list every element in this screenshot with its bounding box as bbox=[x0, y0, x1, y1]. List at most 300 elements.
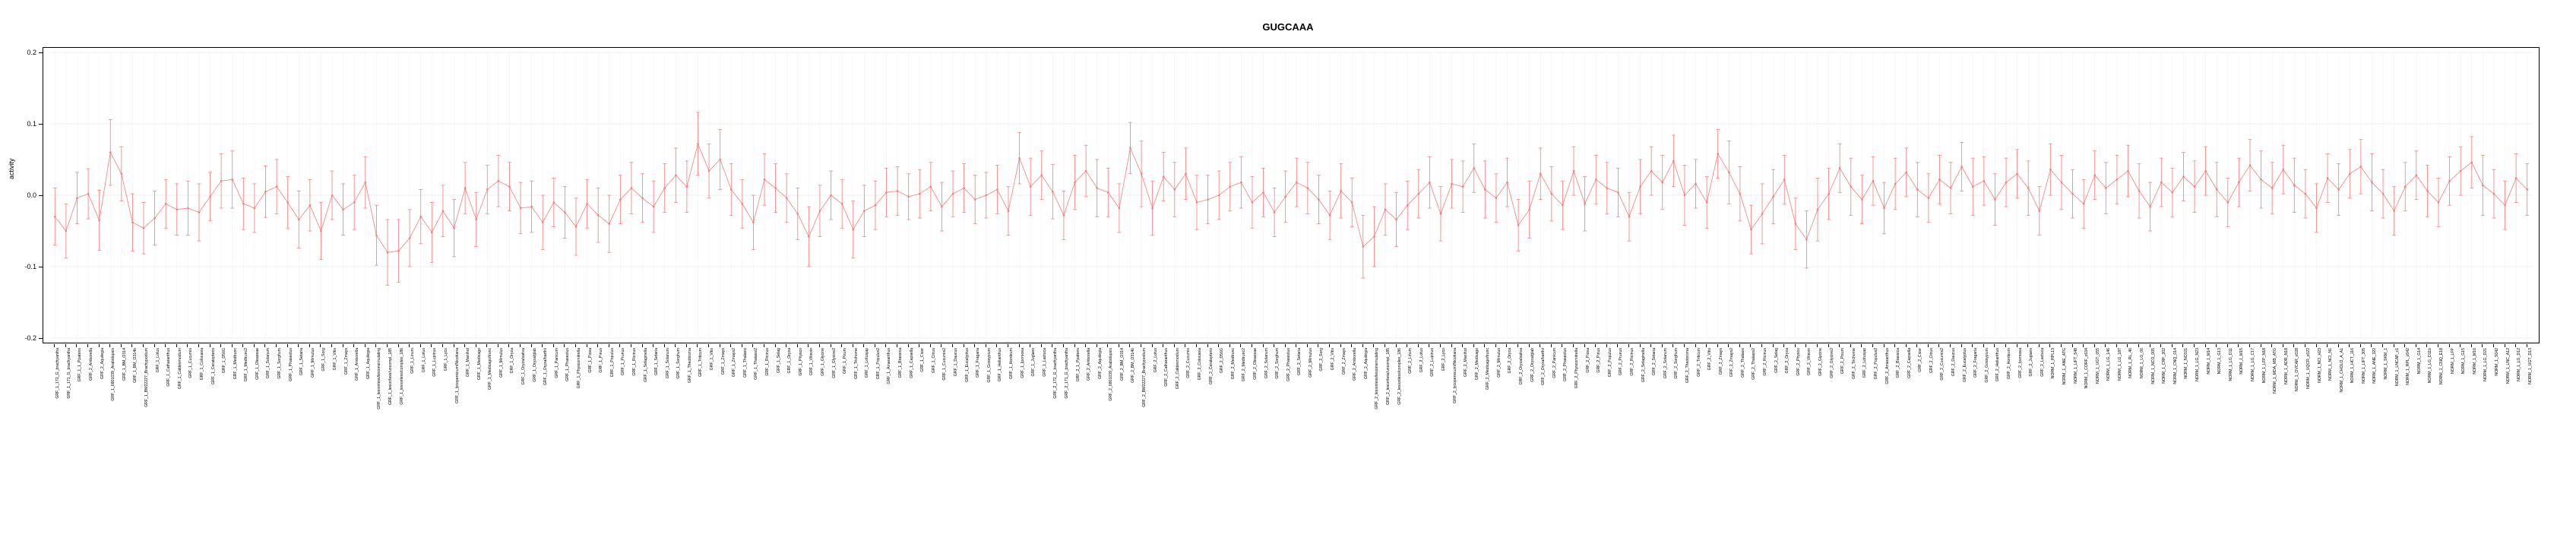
y-tick-label: -0.2 bbox=[24, 334, 36, 342]
x-tick-mark bbox=[1972, 344, 1973, 347]
x-tick-label: GRF_2_6801039_Arabidopsis bbox=[1109, 348, 1114, 401]
x-tick-mark bbox=[1640, 344, 1641, 347]
x-tick-label: GRF_1_Gossypium bbox=[986, 348, 992, 383]
x-tick-label: GRF_2_Pisum bbox=[1840, 348, 1846, 375]
x-tick-label: GRF_2_Ceratopteris bbox=[1208, 348, 1214, 384]
x-tick-label: GRF_2_Lotus bbox=[1419, 348, 1424, 373]
x-tick-mark bbox=[264, 344, 265, 347]
x-tick-mark bbox=[2116, 344, 2117, 347]
x-tick-label: NORM_1_ADR_N18 bbox=[2283, 348, 2289, 384]
x-tick-label: GRF_1_Oryza bbox=[510, 348, 515, 374]
x-tick-label: GRF_2_Hordeum bbox=[2007, 348, 2011, 379]
x-tick-mark bbox=[1041, 344, 1042, 347]
x-tick-mark bbox=[2404, 344, 2405, 347]
y-axis-label: activity bbox=[8, 158, 15, 179]
x-tick-mark bbox=[398, 344, 399, 347]
x-tick-label: GRF_1_Picea bbox=[587, 348, 593, 373]
x-tick-label: NORM_1_LG_D11 bbox=[2228, 348, 2233, 381]
x-tick-label: GRF_2_lesionless/uncompl_185 bbox=[1386, 348, 1391, 405]
x-tick-label: GRF_1_Vitisvin bbox=[809, 348, 815, 375]
x-tick-mark bbox=[1351, 344, 1352, 347]
x-tick-mark bbox=[1839, 344, 1840, 347]
plot-area bbox=[43, 47, 2540, 343]
x-tick-mark bbox=[952, 344, 953, 347]
x-tick-label: GRF_1_Capsella bbox=[909, 348, 914, 378]
x-tick-label: GRF_2_Vitis bbox=[1707, 348, 1713, 371]
x-tick-label: GRF_1_Setaria bbox=[299, 348, 305, 376]
x-tick-label: GRF_1_Sorghum bbox=[277, 348, 283, 379]
x-tick-label: GRF_2_Ricinus bbox=[1763, 348, 1768, 376]
x-tick-label: GRF_1_Vitis bbox=[333, 348, 338, 371]
x-tick-label: GRF_1_Fragaria bbox=[976, 348, 981, 378]
x-tick-mark bbox=[2271, 344, 2272, 347]
x-tick-label: GRF_1_Ceratopteris bbox=[210, 348, 216, 384]
x-tick-label: GRF_1_1_Ppatens bbox=[78, 348, 83, 382]
x-tick-label: NORM_1_M14 bbox=[2206, 348, 2211, 375]
x-tick-mark bbox=[486, 344, 487, 347]
x-tick-label: GRF_1_lesionless/complex_186 bbox=[399, 348, 404, 405]
x-tick-mark bbox=[176, 344, 177, 347]
x-tick-label: GRF_1_Glycine bbox=[820, 348, 825, 376]
x-tick-mark bbox=[1994, 344, 1995, 347]
x-tick-label: GRF_2_Catharanthus bbox=[1164, 348, 1169, 387]
x-tick-label: GRF_1_Colocasia bbox=[199, 348, 204, 381]
x-tick-label: GRF_2_lesionless/complex_186 bbox=[1397, 348, 1402, 405]
x-tick-label: GRF_2_Lotusjap bbox=[1862, 348, 1868, 378]
x-tick-mark bbox=[1218, 344, 1219, 347]
x-tick-mark bbox=[1606, 344, 1607, 347]
x-tick-label: GRF_1_172_G_brachyantha bbox=[55, 348, 61, 399]
x-tick-label: GRF_2_Physco bbox=[1796, 348, 1801, 376]
x-tick-label: GRF_1_Oryza/glab bbox=[532, 348, 537, 382]
x-tick-label: GRF_2_Medicago bbox=[1474, 348, 1479, 381]
x-tick-mark bbox=[1506, 344, 1507, 347]
x-tick-label: GRF_1_Solanum bbox=[266, 348, 271, 379]
x-tick-label: NORM_1_LG_146 bbox=[2106, 348, 2112, 381]
y-tick-label: 0.1 bbox=[27, 120, 36, 128]
x-tick-label: GRF_2_BM22227_Brachypodium bbox=[1142, 348, 1147, 407]
x-tick-label: GRF_1_Amborella bbox=[355, 348, 360, 381]
x-tick-mark bbox=[597, 344, 598, 347]
x-tick-mark bbox=[1495, 344, 1496, 347]
x-tick-label: GRF_2_Panicum bbox=[1552, 348, 1557, 378]
x-tick-label: NORM_1_HCT_116 bbox=[2350, 348, 2356, 384]
x-tick-mark bbox=[1773, 344, 1774, 347]
x-tick-mark bbox=[54, 344, 55, 347]
x-tick-mark bbox=[2349, 344, 2350, 347]
x-tick-label: GRF_1_Catharanthus bbox=[166, 348, 172, 387]
x-tick-mark bbox=[1906, 344, 1907, 347]
x-tick-mark bbox=[1373, 344, 1374, 347]
x-tick-label: GRF_2_Pinus bbox=[1597, 348, 1602, 373]
x-tick-label: GRF_2_BM_O314 bbox=[1119, 348, 1125, 381]
x-tick-mark bbox=[1761, 344, 1762, 347]
x-tick-mark bbox=[2493, 344, 2494, 347]
x-tick-mark bbox=[431, 344, 432, 347]
x-tick-mark bbox=[1916, 344, 1917, 347]
x-tick-label: GRF_2_Mimulus bbox=[1496, 348, 1502, 378]
x-tick-label: NORM_1_RPL13 bbox=[2051, 348, 2056, 379]
x-tick-mark bbox=[2005, 344, 2006, 347]
x-tick-label: NORM_1_LG_06 bbox=[2140, 348, 2145, 379]
x-tick-mark bbox=[1850, 344, 1851, 347]
x-tick-label: GRF_1_6801039_Arabidopsis bbox=[111, 348, 116, 401]
x-tick-label: GRF_1_Medtrunc2 bbox=[244, 348, 249, 382]
x-tick-label: NORM_1_LG_D12 bbox=[2517, 348, 2522, 381]
x-tick-label: GRF_2_Linum bbox=[1408, 348, 1413, 374]
x-tick-label: GRF_2_Cicer bbox=[1918, 348, 1923, 372]
x-tick-mark bbox=[2482, 344, 2483, 347]
x-tick-label: GRF_2_Oryza bbox=[1508, 348, 1513, 374]
x-tick-mark bbox=[885, 344, 886, 347]
x-tick-label: GRF_2_D56G bbox=[1220, 348, 1225, 374]
x-tick-label: GRF_2_Aquilegia bbox=[1097, 348, 1103, 379]
x-tick-mark bbox=[87, 344, 88, 347]
x-tick-mark bbox=[1938, 344, 1939, 347]
x-tick-mark bbox=[808, 344, 809, 347]
x-tick-label: GRF_1_Citrus bbox=[931, 348, 936, 374]
x-tick-mark bbox=[841, 344, 842, 347]
y-tick-label: 0.2 bbox=[27, 49, 36, 56]
x-tick-label: NORM_1_LIFT_548 bbox=[2073, 348, 2078, 384]
x-tick-mark bbox=[1872, 344, 1873, 347]
y-tick-label: -0.1 bbox=[24, 263, 36, 270]
x-tick-label: NORM_1_UQCR_c022 bbox=[2305, 348, 2311, 389]
x-tick-label: GRF_2_Zmays2 bbox=[1729, 348, 1735, 378]
x-tick-mark bbox=[1229, 344, 1230, 347]
x-tick-label: GRF_2_BM_O314b bbox=[1131, 348, 1136, 383]
x-tick-mark bbox=[2138, 344, 2139, 347]
x-tick-mark bbox=[154, 344, 155, 347]
x-tick-label: GRF_2_Fragaria bbox=[1973, 348, 1979, 378]
x-tick-label: GRF_2_Populus bbox=[1607, 348, 1612, 378]
x-tick-mark bbox=[375, 344, 376, 347]
x-tick-label: GRF_1_Brassica bbox=[898, 348, 903, 378]
x-tick-mark bbox=[1739, 344, 1740, 347]
x-tick-label: GRF_1_Lotusjap bbox=[865, 348, 870, 378]
x-tick-label: GRF_2_Cucumis bbox=[1186, 348, 1191, 378]
x-tick-label: NORM_1_G15 bbox=[2461, 348, 2467, 375]
x-tick-mark bbox=[109, 344, 110, 347]
x-tick-mark bbox=[121, 344, 122, 347]
x-tick-label: GRF_2_Populus2 bbox=[1873, 348, 1878, 380]
x-tick-label: GRF_1_BM_O314 bbox=[122, 348, 127, 381]
x-tick-label: GRF_1_Mimulus bbox=[498, 348, 504, 378]
x-tick-label: NORM_1_UGT_055 bbox=[2095, 348, 2100, 384]
x-tick-mark bbox=[2094, 344, 2095, 347]
x-tick-label: GRF_2_Colocasia bbox=[1197, 348, 1202, 381]
x-tick-label: GRF_2_Citrus bbox=[1929, 348, 1934, 374]
x-tick-label: GRF_1_Triticum bbox=[698, 348, 704, 377]
x-tick-label: GRF_1_Cucumis bbox=[188, 348, 194, 378]
x-tick-mark bbox=[2316, 344, 2317, 347]
x-tick-mark bbox=[1961, 344, 1962, 347]
x-tick-label: GRF_2_Solanum bbox=[1264, 348, 1269, 379]
x-tick-label: GRF_1_Zmays bbox=[343, 348, 349, 375]
x-tick-label: GRF_1_lycopersicum/Nicotiana bbox=[454, 348, 460, 403]
x-tick-label: GRF_2_Oryza/sativa bbox=[1519, 348, 1524, 385]
x-tick-mark bbox=[2182, 344, 2183, 347]
x-tick-label: NORM_1_S042 bbox=[2494, 348, 2499, 376]
x-tick-label: GRF_2_Medtrunc2 bbox=[1242, 348, 1247, 382]
x-tick-mark bbox=[664, 344, 665, 347]
x-tick-label: GRF_2_Capsella bbox=[1907, 348, 1912, 378]
x-tick-label: GRF_2_Vitisvin bbox=[1807, 348, 1812, 375]
x-tick-mark bbox=[730, 344, 731, 347]
x-tick-label: GRF_1_Oryza bbox=[787, 348, 793, 374]
x-tick-label: GRF_2_Physcomitrella bbox=[1574, 348, 1580, 389]
x-tick-label: NORM_1_CNQ_E18 bbox=[2438, 348, 2444, 385]
x-tick-label: GRF_2_Oleaceae bbox=[1252, 348, 1258, 380]
x-tick-mark bbox=[2127, 344, 2128, 347]
x-tick-label: NORM_1_LNCAP_c1 bbox=[2394, 348, 2400, 387]
x-tick-label: NORM_1_CNQ_014 bbox=[2173, 348, 2178, 384]
x-tick-mark bbox=[76, 344, 77, 347]
x-tick-label: GRF_2_Lupinus bbox=[1430, 348, 1435, 377]
x-tick-mark bbox=[242, 344, 243, 347]
x-tick-mark bbox=[2105, 344, 2106, 347]
x-tick-label: NORM_1_CORF_c634 bbox=[2084, 348, 2090, 389]
x-tick-label: GRF_1_Thalassi bbox=[742, 348, 748, 378]
x-tick-mark bbox=[187, 344, 188, 347]
x-tick-mark bbox=[1451, 344, 1452, 347]
x-tick-label: GRF_1_Thalassi2 bbox=[754, 348, 759, 380]
x-tick-mark bbox=[2227, 344, 2228, 347]
x-tick-label: NORM_1_OVCAR_c028 bbox=[2295, 348, 2300, 392]
x-tick-label: GRF_2_Medicago/trunc bbox=[1486, 348, 1491, 390]
x-tick-label: GRF_2_Amborella bbox=[1353, 348, 1358, 381]
x-tick-mark bbox=[1950, 344, 1951, 347]
x-tick-mark bbox=[2471, 344, 2472, 347]
x-tick-label: GRF_2_Sorghum bbox=[1674, 348, 1679, 379]
x-tick-label: NORM_1_LFP_N18 bbox=[2261, 348, 2267, 384]
x-tick-mark bbox=[276, 344, 277, 347]
x-tick-label: GRF_2_Zmays bbox=[1341, 348, 1347, 375]
x-tick-mark bbox=[675, 344, 676, 347]
x-tick-mark bbox=[1573, 344, 1574, 347]
x-tick-label: GRF_1_Solanum bbox=[665, 348, 670, 379]
x-tick-mark bbox=[65, 344, 66, 347]
x-tick-label: GRF_2_Setaria bbox=[1297, 348, 1302, 376]
x-tick-label: GRF_2_Triticum bbox=[1696, 348, 1701, 377]
x-tick-label: GRF_1_lesionless/uncompl_185 bbox=[388, 348, 393, 405]
x-tick-label: GRF_2_Gossypium bbox=[1984, 348, 1989, 383]
x-tick-mark bbox=[819, 344, 820, 347]
x-tick-mark bbox=[1584, 344, 1585, 347]
x-tick-label: NORM_1_NCO_005 bbox=[2150, 348, 2156, 384]
x-tick-label: GRF_1_Ipomoea bbox=[1020, 348, 1025, 378]
x-tick-mark bbox=[1517, 344, 1518, 347]
x-tick-mark bbox=[309, 344, 310, 347]
x-tick-label: GRF_2_Ricinus bbox=[1629, 348, 1635, 376]
x-tick-label: NORM_1_RL_46 bbox=[2128, 348, 2134, 378]
x-tick-label: GRF_1_Lotus bbox=[155, 348, 160, 373]
x-tick-mark bbox=[131, 344, 132, 347]
x-tick-mark bbox=[531, 344, 532, 347]
x-tick-mark bbox=[99, 344, 100, 347]
x-tick-label: GRF_1_Lactuca bbox=[1042, 348, 1047, 377]
x-tick-label: GRF_1_171_G_brachyantha bbox=[66, 348, 71, 399]
x-tick-label: GRF_1_Vitis bbox=[710, 348, 715, 371]
x-tick-label: GRF_1_Physco bbox=[798, 348, 803, 376]
x-tick-mark bbox=[1329, 344, 1330, 347]
x-tick-label: GRF_2_Ipomoea bbox=[2017, 348, 2023, 378]
x-tick-label: GRF_1_Lyco bbox=[443, 348, 448, 372]
series-points bbox=[53, 112, 2529, 285]
grid bbox=[49, 52, 2533, 338]
x-tick-mark bbox=[2371, 344, 2372, 347]
x-tick-mark bbox=[2061, 344, 2062, 347]
x-tick-mark bbox=[2049, 344, 2050, 347]
x-tick-mark bbox=[1817, 344, 1818, 347]
x-tick-mark bbox=[1805, 344, 1806, 347]
x-tick-label: NORM_1_LG_N23 bbox=[2195, 348, 2201, 381]
x-tick-label: GRF_1_Medtrunc bbox=[233, 348, 238, 380]
x-tick-mark bbox=[1152, 344, 1153, 347]
x-tick-label: GRF_1_Helianthus bbox=[998, 348, 1003, 382]
x-tick-label: GRF_2_Cucumis2 bbox=[1940, 348, 1945, 381]
x-tick-mark bbox=[1263, 344, 1264, 347]
x-tick-label: NORM_1_LG_187 bbox=[2117, 348, 2122, 381]
x-tick-mark bbox=[1706, 344, 1707, 347]
x-tick-label: GRF_1_Theobroma bbox=[687, 348, 692, 384]
x-tick-mark bbox=[143, 344, 144, 347]
x-tick-mark bbox=[1628, 344, 1629, 347]
x-tick-mark bbox=[2027, 344, 2028, 347]
x-tick-mark bbox=[1783, 344, 1784, 347]
x-tick-mark bbox=[1717, 344, 1718, 347]
x-tick-mark bbox=[1074, 344, 1075, 347]
x-tick-label: GRF_1_lesionless/lesionsimulating bbox=[377, 348, 382, 409]
x-tick-label: GRF_1_Glycine2 bbox=[831, 348, 837, 378]
x-tick-label: GRF_1_Panicum bbox=[554, 348, 559, 378]
x-tick-label: NORM_1_CRF_202 bbox=[2162, 348, 2167, 384]
x-tick-mark bbox=[1828, 344, 1829, 347]
x-tick-mark bbox=[365, 344, 366, 347]
x-tick-mark bbox=[553, 344, 554, 347]
x-tick-label: GRF_2_Theobroma bbox=[1685, 348, 1690, 384]
x-tick-label: GRF_2_Trichome bbox=[1851, 348, 1856, 380]
x-tick-label: GRF_2_Thalassi bbox=[1740, 348, 1745, 378]
x-tick-mark bbox=[198, 344, 199, 347]
x-tick-mark bbox=[1551, 344, 1552, 347]
y-axis-ticks bbox=[0, 47, 43, 345]
x-tick-label: GRF_2_Setaria bbox=[1652, 348, 1657, 376]
x-tick-label: GRF_1_Mimulus bbox=[310, 348, 315, 378]
x-tick-mark bbox=[1362, 344, 1363, 347]
x-tick-label: GRF_1_Eucalyptus bbox=[964, 348, 970, 382]
x-tick-label: GRF_2_Oryza/glab bbox=[1530, 348, 1535, 382]
x-tick-label: GRF_2_Prunus bbox=[1619, 348, 1624, 376]
x-tick-mark bbox=[619, 344, 620, 347]
x-tick-label: GRF_1_Daucus bbox=[954, 348, 959, 377]
chart-title: GUGCAAA bbox=[1262, 21, 1314, 33]
x-tick-mark bbox=[2238, 344, 2239, 347]
x-tick-label: GRF_2_Sorg bbox=[1319, 348, 1324, 372]
x-tick-mark bbox=[775, 344, 776, 347]
x-tick-label: GRF_2_Lactuca bbox=[2040, 348, 2045, 377]
x-tick-label: GRF_2_Picea bbox=[1585, 348, 1590, 373]
x-tick-label: GRF_1_Populus bbox=[609, 348, 615, 378]
x-tick-label: NORM_1_ANE_ATG bbox=[2062, 348, 2067, 385]
x-tick-label: NORM_1_NCI_N1 bbox=[2328, 348, 2334, 381]
x-tick-mark bbox=[2360, 344, 2361, 347]
x-tick-label: GRF_2_Glycine bbox=[1818, 348, 1823, 376]
x-tick-mark bbox=[1795, 344, 1796, 347]
x-tick-mark bbox=[287, 344, 288, 347]
x-tick-mark bbox=[564, 344, 565, 347]
x-tick-mark bbox=[1107, 344, 1108, 347]
x-tick-label: GRF_2_Amborella bbox=[89, 348, 94, 381]
x-tick-label: GRF_2_Glycine2 bbox=[1829, 348, 1834, 378]
x-tick-mark bbox=[2249, 344, 2250, 347]
x-tick-label: GRF_2_Eucalyptus bbox=[1962, 348, 1967, 382]
x-tick-label: GRF_2_Oryza/barthii bbox=[1541, 348, 1546, 386]
x-tick-label: GRF_2_Selag bbox=[1774, 348, 1779, 373]
x-tick-mark bbox=[1861, 344, 1862, 347]
x-tick-label: GRF_2_Sorghum bbox=[1275, 348, 1280, 379]
x-tick-mark bbox=[1529, 344, 1530, 347]
x-tick-label: GRF_2_lycopersicum/Nicotiana bbox=[1452, 348, 1457, 403]
x-tick-mark bbox=[1884, 344, 1885, 347]
x-tick-label: GRF_2_Medtrunc bbox=[1230, 348, 1236, 380]
x-tick-label: NORM_1_SKM_1 bbox=[2384, 348, 2389, 380]
x-tick-mark bbox=[331, 344, 332, 347]
x-tick-label: NORM_1_LFP bbox=[2450, 348, 2455, 375]
x-tick-mark bbox=[542, 344, 543, 347]
x-tick-label: GRF_1_Physcomitrella bbox=[576, 348, 581, 389]
x-tick-mark bbox=[1207, 344, 1208, 347]
x-tick-label: NORM_1_CHOLO_A_A1 bbox=[2339, 348, 2344, 393]
x-tick-label: GRF_1_Pinus bbox=[599, 348, 604, 373]
x-tick-label: NORM_1_LNC_A12 bbox=[2505, 348, 2511, 384]
x-tick-mark bbox=[697, 344, 698, 347]
x-tick-mark bbox=[974, 344, 975, 347]
x-tick-mark bbox=[2338, 344, 2339, 347]
x-tick-mark bbox=[1750, 344, 1751, 347]
x-tick-label: GRF_2_lesionless/lesionsimulating bbox=[1375, 348, 1380, 409]
x-tick-mark bbox=[2327, 344, 2328, 347]
x-tick-mark bbox=[752, 344, 753, 347]
x-tick-mark bbox=[1063, 344, 1064, 347]
x-tick-label: GRF_1_Sorg bbox=[321, 348, 327, 372]
x-tick-label: GRF_2_Solanum bbox=[1663, 348, 1668, 379]
x-tick-mark bbox=[2083, 344, 2084, 347]
x-tick-label: NORM_1_G14 bbox=[2416, 348, 2422, 375]
x-tick-label: GRF_2_172_G_brachyantha bbox=[1053, 348, 1059, 399]
x-tick-label: GRF_2_Caldesmodium bbox=[1175, 348, 1180, 390]
x-tick-mark bbox=[1396, 344, 1397, 347]
x-tick-label: GRF_1_Linum bbox=[410, 348, 416, 374]
x-tick-label: GRF_1_Oleaceae bbox=[255, 348, 260, 380]
x-tick-label: GRF_1_Medicago/trunc bbox=[488, 348, 493, 390]
x-tick-label: GRF_1_Oryza/sativa bbox=[521, 348, 527, 385]
x-tick-mark bbox=[1307, 344, 1308, 347]
x-tick-mark bbox=[298, 344, 299, 347]
x-tick-mark bbox=[1196, 344, 1197, 347]
x-tick-mark bbox=[508, 344, 509, 347]
x-tick-label: GRF_2_Vitis bbox=[1331, 348, 1336, 371]
x-tick-mark bbox=[1728, 344, 1729, 347]
x-tick-mark bbox=[996, 344, 997, 347]
x-tick-label: GRF_2_1_Ppatens bbox=[1075, 348, 1081, 382]
x-tick-mark bbox=[908, 344, 909, 347]
x-tick-mark bbox=[254, 344, 255, 347]
x-tick-mark bbox=[1695, 344, 1696, 347]
x-tick-label: GRF_2_Phaseolus bbox=[1563, 348, 1568, 381]
x-tick-mark bbox=[2293, 344, 2294, 347]
x-tick-label: GRF_1_Selaginella bbox=[643, 348, 648, 382]
